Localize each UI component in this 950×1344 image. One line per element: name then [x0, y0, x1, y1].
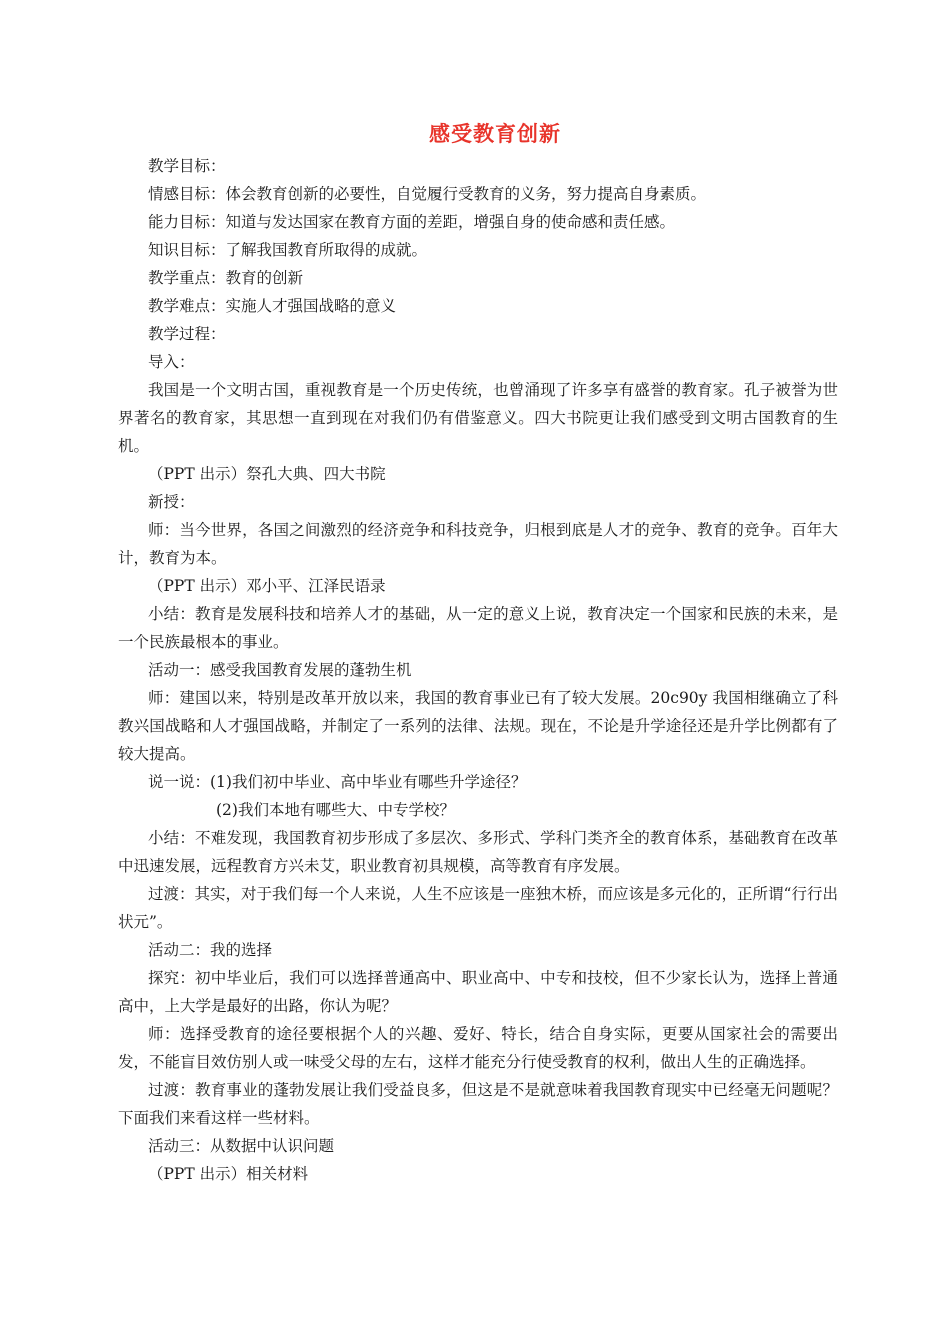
paragraph-summary-1: 小结：教育是发展科技和培养人才的基础，从一定的意义上说，教育决定一个国家和民族的未来，是一个民族最根本的事业。	[118, 605, 838, 651]
paragraph-new-lesson-heading: 新授：	[148, 493, 195, 511]
page-title: 感受教育创新	[429, 122, 561, 146]
paragraph-teaching-goals-heading: 教学目标：	[148, 157, 226, 175]
paragraph-process-heading: 教学过程：	[148, 325, 226, 343]
paragraph-discussion-2: (2)我们本地有哪些大、中专学校？	[216, 801, 455, 819]
paragraph-intro-heading: 导入：	[148, 353, 195, 371]
paragraph-transition-2: 过渡：教育事业的蓬勃发展让我们受益良多，但这是不是就意味着我国教育现实中已经毫无问题呢？下面我们来看这样一些材料。	[118, 1081, 838, 1127]
paragraph-knowledge-goal: 知识目标：了解我国教育所取得的成就。	[148, 241, 428, 259]
paragraph-ppt-3: （PPT 出示）相关材料	[148, 1165, 309, 1183]
paragraph-activity-1: 活动一：感受我国教育发展的蓬勃生机	[148, 661, 412, 679]
paragraph-summary-2: 小结：不难发现，我国教育初步形成了多层次、多形式、学科门类齐全的教育体系，基础教育在改革中迅速发展，远程教育方兴未艾，职业教育初具规模，高等教育有序发展。	[118, 829, 838, 875]
document-body	[118, 152, 838, 1188]
paragraph-teacher-2: 师：建国以来，特别是改革开放以来，我国的教育事业已有了较大发展。20c90y 我国相继确立了科教兴国战略和人才强国战略，并制定了一系列的法律、法规。现在，不论是升学途径还是升学比例都有了较大提高。	[118, 689, 838, 763]
paragraph-activity-3: 活动三：从数据中认识问题	[148, 1137, 335, 1155]
paragraph-teacher-1: 师：当今世界，各国之间激烈的经济竞争和科技竞争，归根到底是人才的竞争、教育的竞争。百年大计，教育为本。	[118, 521, 838, 567]
paragraph-intro-text: 我国是一个文明古国，重视教育是一个历史传统，也曾涌现了许多享有盛誉的教育家。孔子被誉为世界著名的教育家，其思想一直到现在对我们仍有借鉴意义。四大书院更让我们感受到文明古国教育的生机。	[118, 381, 838, 455]
paragraph-discussion-1: 说一说：(1)我们初中毕业、高中毕业有哪些升学途径？	[148, 773, 527, 791]
paragraph-ppt-2: （PPT 出示）邓小平、江泽民语录	[148, 577, 386, 595]
paragraph-ability-goal: 能力目标：知道与发达国家在教育方面的差距，增强自身的使命感和责任感。	[148, 213, 676, 231]
paragraph-difficulty: 教学难点：实施人才强国战略的意义	[148, 297, 397, 315]
paragraph-explore: 探究：初中毕业后，我们可以选择普通高中、职业高中、中专和技校，但不少家长认为，选择上普通高中，上大学是最好的出路，你认为呢？	[118, 969, 838, 1015]
paragraph-teacher-3: 师：选择受教育的途径要根据个人的兴趣、爱好、特长，结合自身实际，更要从国家社会的需要出发，不能盲目效仿别人或一味受父母的左右，这样才能充分行使受教育的权利，做出人生的正确选择。	[118, 1025, 838, 1071]
paragraph-emotional-goal: 情感目标：体会教育创新的必要性，自觉履行受教育的义务，努力提高自身素质。	[148, 185, 707, 203]
paragraph-activity-2: 活动二：我的选择	[148, 941, 273, 959]
paragraph-key-point: 教学重点：教育的创新	[148, 269, 304, 287]
paragraph-ppt-1: （PPT 出示）祭孔大典、四大书院	[148, 465, 386, 483]
paragraph-transition-1: 过渡：其实，对于我们每一个人来说，人生不应该是一座独木桥，而应该是多元化的，正所谓“行行出状元”。	[118, 885, 838, 931]
